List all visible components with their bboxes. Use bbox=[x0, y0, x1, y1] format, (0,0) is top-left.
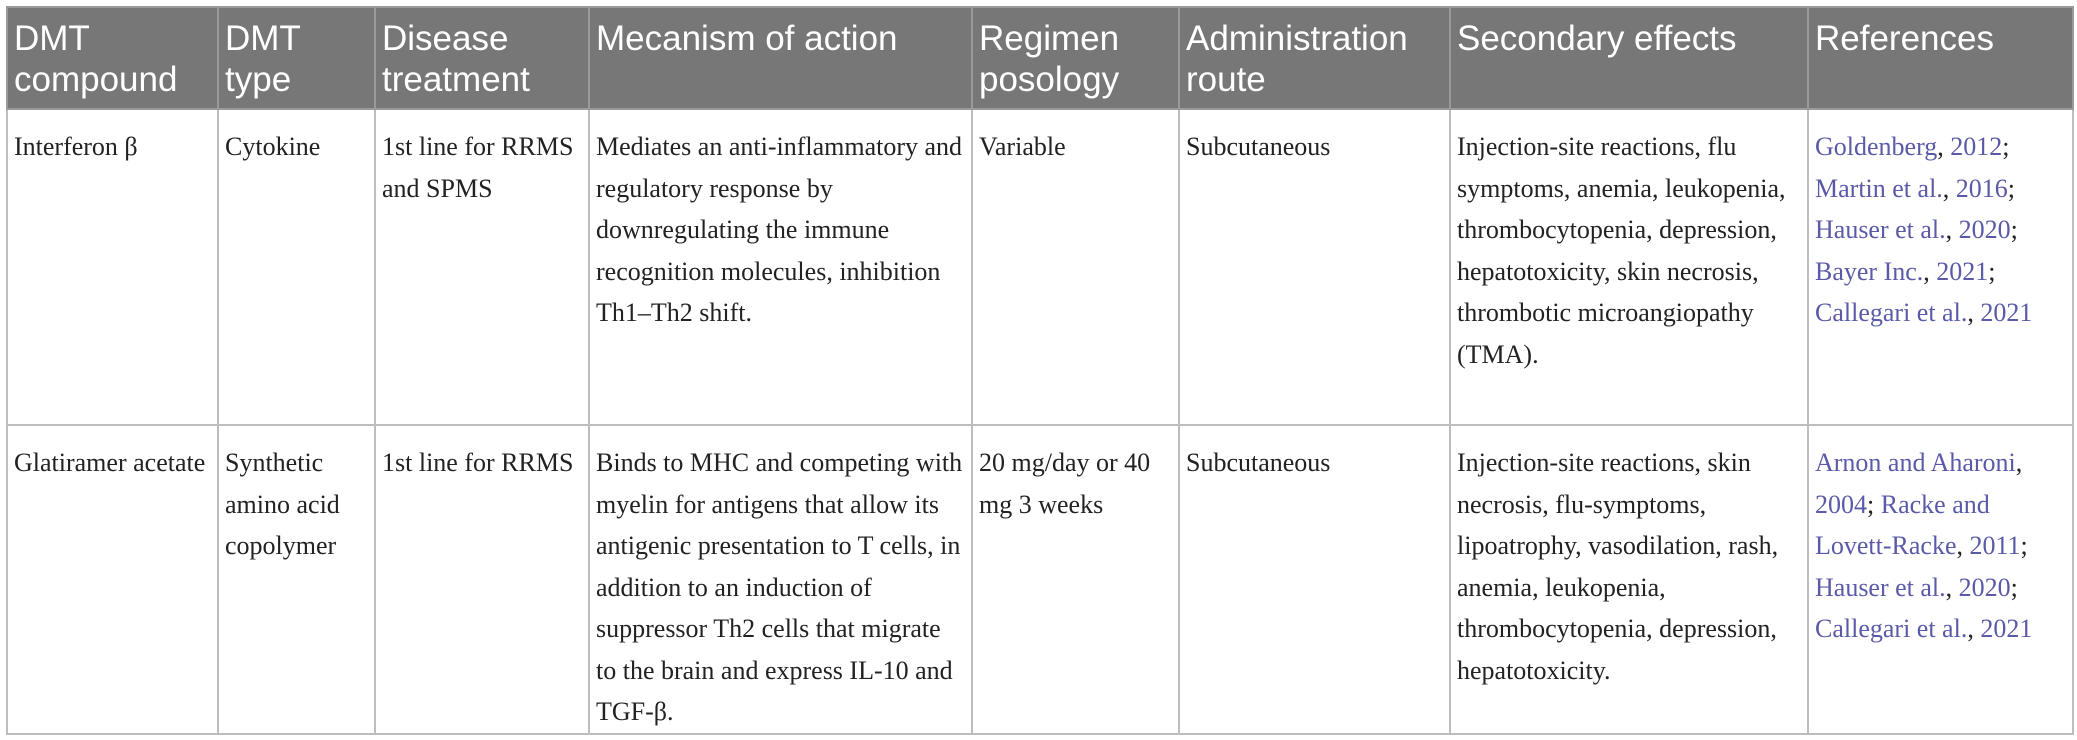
reference-line bbox=[1815, 442, 2066, 484]
reference-line bbox=[1815, 525, 2066, 567]
reference-separator: , bbox=[1923, 256, 1937, 286]
reference-separator: ; bbox=[2010, 572, 2018, 602]
reference-separator: , bbox=[1967, 614, 1981, 643]
reference-separator: , bbox=[1967, 298, 1981, 327]
table-row-glatiramer bbox=[7, 425, 2073, 734]
reference-separator: , bbox=[1937, 132, 1951, 161]
table-header-row bbox=[7, 7, 2073, 109]
reference-line bbox=[1815, 126, 2066, 168]
header-secondary-effects: Secondary effects bbox=[1450, 7, 1808, 109]
reference-line bbox=[1815, 251, 2066, 293]
cell-mechanism: Binds to MHC and competing with myelin for antigens that allow its antigenic presentation to T cells, in addition to an induction of suppressor Th2 cells that migrate to the brain and express IL-10 and TGF-β. bbox=[589, 425, 972, 734]
reference-separator: , bbox=[2015, 448, 2023, 477]
cell-references bbox=[1808, 425, 2073, 734]
reference-line bbox=[1815, 567, 2066, 609]
reference-year-link[interactable]: 2020 bbox=[1958, 572, 2011, 602]
cell-route: Subcutaneous bbox=[1179, 109, 1450, 425]
reference-line bbox=[1815, 168, 2066, 210]
table-row-interferon bbox=[7, 109, 2073, 425]
reference-year-link[interactable]: 2021 bbox=[1980, 298, 2033, 327]
cell-mechanism: Mediates an anti-inflammatory and regulatory response by downregulating the immune recognition molecules, inhibition Th1–Th2 shift. bbox=[589, 109, 972, 425]
reference-year-link[interactable]: 2020 bbox=[1958, 215, 2011, 244]
reference-link[interactable]: Racke and bbox=[1880, 489, 1990, 519]
reference-year-link[interactable]: 2011 bbox=[1969, 531, 2021, 560]
reference-separator: , bbox=[1945, 572, 1959, 602]
cell-compound: Interferon β bbox=[7, 109, 218, 425]
header-disease-treatment: Disease treatment bbox=[375, 7, 589, 109]
cell-references bbox=[1808, 109, 2073, 425]
cell-disease: 1st line for RRMS bbox=[375, 425, 589, 734]
cell-route: Subcutaneous bbox=[1179, 425, 1450, 734]
reference-separator: ; bbox=[1988, 256, 1996, 286]
header-dmt-type: DMT type bbox=[218, 7, 375, 109]
header-administration-route: Administration route bbox=[1179, 7, 1450, 109]
reference-separator: ; bbox=[2010, 215, 2018, 244]
cell-type: Synthetic amino acid copolymer bbox=[218, 425, 375, 734]
reference-year-link[interactable]: 2012 bbox=[1950, 132, 2003, 161]
reference-year-link[interactable]: 2021 bbox=[1936, 256, 1989, 286]
reference-line bbox=[1815, 292, 2066, 334]
reference-separator: , bbox=[1945, 215, 1959, 244]
dmt-table bbox=[6, 6, 2074, 735]
reference-link[interactable]: Hauser et al. bbox=[1815, 215, 1946, 244]
reference-separator: , bbox=[1942, 173, 1956, 203]
reference-line bbox=[1815, 209, 2066, 251]
cell-effects: Injection-site reactions, skin necrosis, flu-symptoms, lipoatrophy, vasodilation, rash, anemia, leukopenia, thrombocytopenia, depression, hepatotoxicity. bbox=[1450, 425, 1808, 734]
reference-line bbox=[1815, 608, 2066, 650]
reference-line bbox=[1815, 484, 2066, 526]
reference-link[interactable]: Goldenberg bbox=[1815, 132, 1938, 161]
reference-link[interactable]: Hauser et al. bbox=[1815, 572, 1946, 602]
reference-link[interactable]: Callegari et al. bbox=[1815, 614, 1968, 643]
reference-year-link[interactable]: 2016 bbox=[1955, 173, 2008, 203]
header-regimen-posology: Regimen posology bbox=[972, 7, 1179, 109]
cell-type: Cytokine bbox=[218, 109, 375, 425]
header-references: References bbox=[1808, 7, 2073, 109]
cell-regimen: Variable bbox=[972, 109, 1179, 425]
reference-separator: ; bbox=[2007, 173, 2016, 203]
cell-disease: 1st line for RRMS and SPMS bbox=[375, 109, 589, 425]
reference-link[interactable]: Callegari et al. bbox=[1815, 298, 1968, 327]
cell-regimen: 20 mg/day or 40 mg 3 weeks bbox=[972, 425, 1179, 734]
header-mechanism-of-action: Mecanism of action bbox=[589, 7, 972, 109]
reference-link[interactable]: Arnon and Aharoni bbox=[1815, 448, 2016, 477]
cell-compound: Glatiramer acetate bbox=[7, 425, 218, 734]
reference-separator: ; bbox=[1867, 489, 1881, 519]
header-dmt-compound: DMT compound bbox=[7, 7, 218, 109]
reference-separator: ; bbox=[2002, 132, 2010, 161]
reference-link[interactable]: 2004 bbox=[1815, 489, 1867, 519]
reference-link[interactable]: Bayer Inc. bbox=[1815, 256, 1924, 286]
reference-link[interactable]: Lovett-Racke bbox=[1815, 531, 1957, 560]
reference-separator: ; bbox=[2020, 531, 2028, 560]
cell-effects: Injection-site reactions, flu symptoms, anemia, leukopenia, thrombocytopenia, depression, hepatotoxicity, skin necrosis, thrombotic microangiopathy (TMA). bbox=[1450, 109, 1808, 425]
reference-year-link[interactable]: 2021 bbox=[1980, 614, 2033, 643]
reference-link[interactable]: Martin et al. bbox=[1815, 173, 1943, 203]
reference-separator: , bbox=[1956, 531, 1970, 560]
